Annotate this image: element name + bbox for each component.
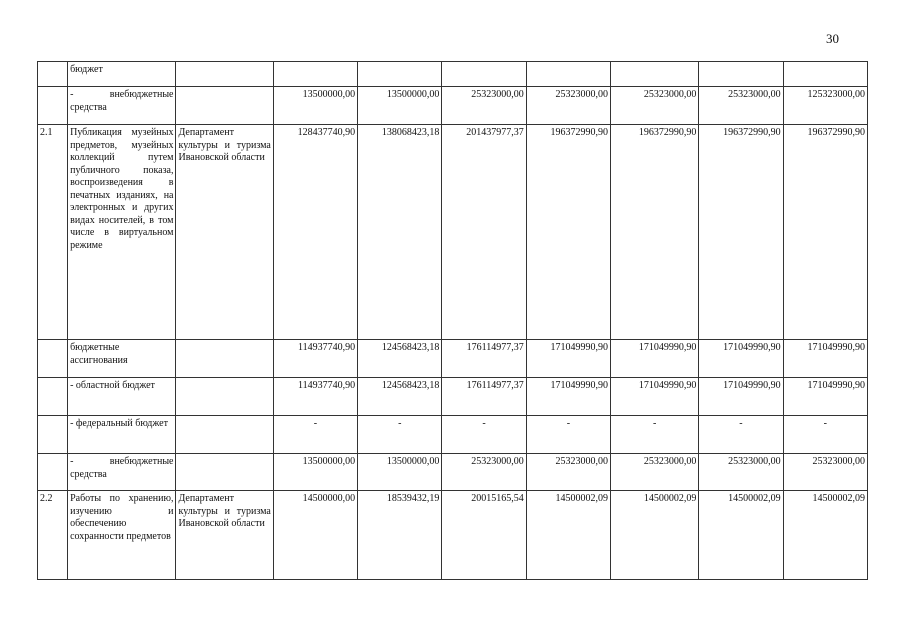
amount-cell: 171049990,90	[526, 378, 610, 416]
amount-cell: -	[783, 416, 867, 454]
amount-cell: -	[442, 416, 526, 454]
department-cell	[176, 416, 273, 454]
amount-cell: 138068423,18	[358, 125, 442, 340]
row-number-cell	[38, 87, 68, 125]
amount-cell: 125323000,00	[783, 87, 867, 125]
table-row	[38, 87, 868, 125]
department-cell	[176, 378, 273, 416]
amount-cell	[611, 62, 699, 87]
amount-cell: -	[358, 416, 442, 454]
amount-cell: 25323000,00	[611, 454, 699, 491]
department-name: Департамент культуры и туризма Ивановской области	[178, 493, 271, 529]
row-number-cell: 2.2	[38, 491, 68, 580]
amount-cell: 25323000,00	[526, 87, 610, 125]
amount-cell: 14500002,09	[526, 491, 610, 580]
amount-cell: 13500000,00	[273, 87, 357, 125]
amount-cell: 114937740,90	[273, 340, 357, 378]
activity-name-cell	[68, 125, 176, 340]
activity-name-cell	[68, 87, 176, 125]
row-number-cell	[38, 62, 68, 87]
table-row	[38, 340, 868, 378]
amount-cell: 25323000,00	[442, 454, 526, 491]
table-row	[38, 125, 868, 340]
amount-cell: 196372990,90	[783, 125, 867, 340]
amount-cell	[699, 62, 783, 87]
page-number: 30	[826, 31, 839, 46]
amount-cell: 196372990,90	[526, 125, 610, 340]
department-cell	[176, 62, 273, 87]
amount-cell: 25323000,00	[783, 454, 867, 491]
table-row	[38, 491, 868, 580]
activity-name: Работы по хранению, изучению и обеспечению сохранности предметов	[70, 493, 174, 542]
amount-cell: 25323000,00	[699, 87, 783, 125]
amount-cell: 171049990,90	[526, 340, 610, 378]
activity-name: бюджетные ассигнования	[70, 342, 128, 366]
department-name: Департамент культуры и туризма Ивановской области	[178, 127, 271, 163]
amount-cell: 25323000,00	[526, 454, 610, 491]
amount-cell: 128437740,90	[273, 125, 357, 340]
department-cell	[176, 340, 273, 378]
row-number-cell	[38, 340, 68, 378]
row-number-cell	[38, 416, 68, 454]
amount-cell: 14500002,09	[783, 491, 867, 580]
row-number-cell	[38, 378, 68, 416]
budget-table-body	[38, 62, 868, 580]
department-cell	[176, 125, 273, 340]
activity-name-cell	[68, 62, 176, 87]
amount-cell: 13500000,00	[358, 454, 442, 491]
amount-cell: 201437977,37	[442, 125, 526, 340]
amount-cell: 25323000,00	[699, 454, 783, 491]
amount-cell: 14500002,09	[611, 491, 699, 580]
amount-cell: 171049990,90	[699, 378, 783, 416]
amount-cell: 124568423,18	[358, 378, 442, 416]
amount-cell: 13500000,00	[358, 87, 442, 125]
amount-cell: -	[526, 416, 610, 454]
activity-name-cell	[68, 491, 176, 580]
row-number-cell: 2.1	[38, 125, 68, 340]
activity-name: Публикация музейных предметов, музейных коллекций путем публичного показа, воспроизведения в печатных изданиях, на электронных и других видах носителей, в том числе в виртуальном режиме	[70, 127, 174, 251]
amount-cell: 18539432,19	[358, 491, 442, 580]
amount-cell: 14500002,09	[699, 491, 783, 580]
table-row	[38, 416, 868, 454]
table-row	[38, 62, 868, 87]
activity-name-cell	[68, 378, 176, 416]
amount-cell: 14500000,00	[273, 491, 357, 580]
amount-cell: 176114977,37	[442, 340, 526, 378]
amount-cell: -	[273, 416, 357, 454]
amount-cell	[358, 62, 442, 87]
amount-cell: 171049990,90	[783, 340, 867, 378]
activity-name-cell	[68, 416, 176, 454]
amount-cell: 114937740,90	[273, 378, 357, 416]
activity-name: бюджет	[70, 64, 103, 75]
amount-cell: 196372990,90	[611, 125, 699, 340]
row-number-cell	[38, 454, 68, 491]
amount-cell	[273, 62, 357, 87]
amount-cell: 171049990,90	[611, 378, 699, 416]
amount-cell: 124568423,18	[358, 340, 442, 378]
budget-table	[37, 61, 868, 580]
amount-cell	[526, 62, 610, 87]
table-row	[38, 454, 868, 491]
amount-cell: 171049990,90	[611, 340, 699, 378]
amount-cell: 176114977,37	[442, 378, 526, 416]
activity-name: - федеральный бюджет	[70, 418, 168, 429]
amount-cell: 171049990,90	[783, 378, 867, 416]
department-cell	[176, 491, 273, 580]
table-row	[38, 378, 868, 416]
amount-cell	[783, 62, 867, 87]
amount-cell: -	[699, 416, 783, 454]
amount-cell: 171049990,90	[699, 340, 783, 378]
amount-cell: 25323000,00	[442, 87, 526, 125]
amount-cell: 13500000,00	[273, 454, 357, 491]
amount-cell	[442, 62, 526, 87]
activity-name: - внебюджетные средства	[70, 456, 174, 480]
amount-cell: 25323000,00	[611, 87, 699, 125]
department-cell	[176, 87, 273, 125]
amount-cell: 196372990,90	[699, 125, 783, 340]
activity-name: - внебюджетные средства	[70, 89, 174, 113]
amount-cell: 20015165,54	[442, 491, 526, 580]
activity-name: - областной бюджет	[70, 380, 155, 391]
activity-name-cell	[68, 454, 176, 491]
activity-name-cell	[68, 340, 176, 378]
department-cell	[176, 454, 273, 491]
amount-cell: -	[611, 416, 699, 454]
